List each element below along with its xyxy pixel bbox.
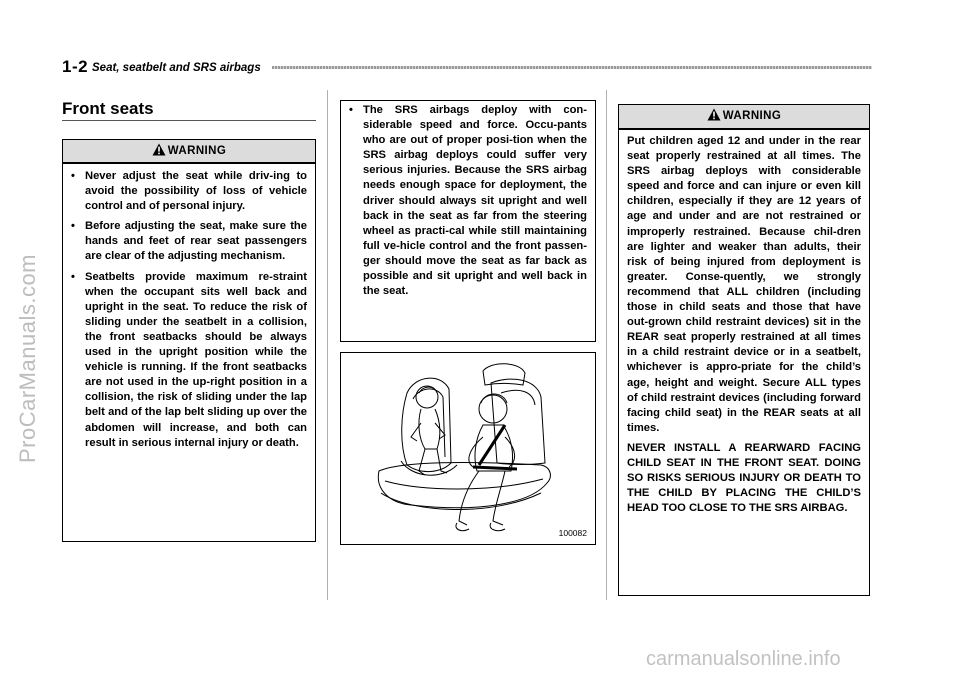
warning-triangle-icon [707,107,721,130]
column-separator-1 [327,90,328,600]
list-item: • Never adjust the seat while driv-ing to avoid the possibility of loss of vehicle control and of personal injury. [71,170,307,213]
right-warning-paragraph-1: Put children aged 12 and under in the rear seat properly restrained at all times. The SRS airbag deploys with considerable speed and force and can injure or even kill children, especially if they are 12 years of age and under and are not restrained or improperly restrained. Because chil-dren are lighter and weaker than adults, their risk of being injured from deployment is greater. Conse-quently, we strongly recommend that ALL children (including those in child seats and those that have out-grown child restraint devices) sit in the REAR seat properly restrained at all times in a child restraint device or in a seatbelt, whichever is appro-priate for the child’s age, height and weight. Secure ALL types of child restraint devices (including forward facing child seat) in the REAR seats at all times. [627,135,861,434]
bottom-watermark: carmanualsonline.info [646,648,841,670]
middle-warning-list [349,103,587,299]
page-header [62,57,872,77]
children-in-seat-image [341,353,595,544]
seat-illustration [340,352,596,545]
figure-number: 100082 [558,528,587,538]
column-separator-2 [606,90,607,600]
right-warning-paragraph-2: NEVER INSTALL A REARWARD FACING CHILD SEAT IN THE FRONT SEAT. DOING SO RISKS SERIOUS INJURY OR DEATH TO THE CHILD BY PLACING THE CHILD’S HEAD TOO CLOSE TO THE SRS AIRBAG. [627,441,861,515]
list-item: • Seatbelts provide maximum re-straint when the occupant sits well back and upright in the seat. To reduce the risk of sliding under the seatbelt in a collision, the front seatbacks should be always used in the upright position while the vehicle is running. If the front seatbacks are not used in the up-right position in a collision, the risk of sliding under the lap belt and of the lap belt sliding up over the abdomen will increase, and both can result in serious internal injury or death. [71,270,307,449]
title-rule [62,120,316,121]
side-watermark: ProCarManuals.com [15,253,40,463]
left-warning-header [62,139,316,163]
left-warning-list [71,169,307,451]
list-item: • Before adjusting the seat, make sure the hands and feet of rear seat passengers are clear of the adjusting mechanism. [71,220,307,263]
middle-warning-box [340,100,596,342]
page-number: 1-2 [62,57,89,76]
section-title: Seat, seatbelt and SRS airbags [92,62,261,74]
left-warning-label: WARNING [167,145,227,157]
right-warning-box [618,129,870,596]
page-title: Front seats [62,99,154,118]
right-warning-header [618,104,870,129]
header-rule [272,66,872,69]
list-item: • The SRS airbags deploy with con-siderable speed and force. Occu-pants who are out of proper posi-tion when the SRS airbag deploys could suffer very serious injuries. Because the SRS airbag needs enough space for deployment, the driver should always sit upright and well back in the seat as far from the steering wheel as practi-cal while still maintaining full ve-hicle control and the front passen-ger should move the seat as far back as possible and sit upright and well back in the seat. [349,104,587,298]
warning-triangle-icon [152,142,166,164]
right-warning-label: WARNING [722,110,782,122]
left-warning-box [62,163,316,542]
